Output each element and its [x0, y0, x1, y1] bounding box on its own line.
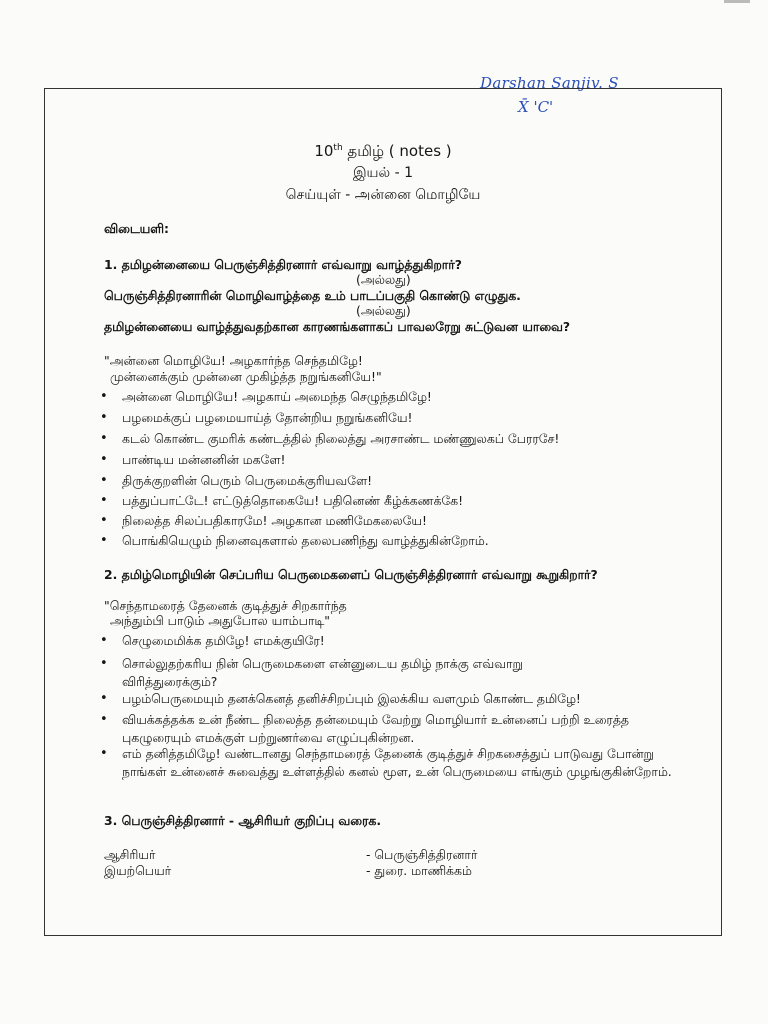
bullet-marker: •	[100, 410, 108, 425]
answer-label: விடையளி:	[104, 221, 169, 236]
scan-edge-mark	[724, 0, 750, 3]
bullet-text: அன்னை மொழியே! அழகாய் அமைந்த செழுந்தமிழே!	[122, 389, 432, 404]
bullet-text: செழுமைமிக்க தமிழே! எமக்குயிரே!	[122, 633, 325, 648]
q3-row-value: - பெருஞ்சித்திரனார்	[366, 847, 478, 862]
bullet-marker: •	[100, 431, 108, 446]
q2-quote-line-1: "செந்தாமரைத் தேனைக் குடித்துச் சிறகார்ந்த	[104, 598, 347, 613]
q1-heading: 1. தமிழன்னையை பெருஞ்சித்திரனார் எவ்வாறு வாழ்த்துகிறார்?	[104, 257, 462, 272]
bullet-text: பழம்பெருமையும் தனக்கெனத் தனிச்சிறப்பும் இலக்கிய வளமும் கொண்ட தமிழே!	[122, 691, 581, 706]
bullet-marker: •	[100, 712, 108, 727]
q1-quote-line-1: "அன்னை மொழியே! அழகார்ந்த செந்தமிழே!	[104, 353, 363, 368]
bullet-marker: •	[100, 633, 108, 648]
bullet-marker: •	[100, 533, 108, 548]
q1-heading-alt-1: பெருஞ்சித்திரனாரின் மொழிவாழ்த்தை உம் பாடப்பகுதி கொண்டு எழுதுக.	[104, 288, 521, 303]
title-superscript: th	[333, 143, 343, 153]
bullet-marker: •	[100, 473, 108, 488]
q2-heading: 2. தமிழ்மொழியின் செப்பரிய பெருமைகளைப் பெருஞ்சித்திரனார் எவ்வாறு கூறுகிறார்?	[104, 567, 598, 582]
bullet-text: பொங்கியெழும் நினைவுகளால் தலைபணிந்து வாழ்த்துகின்றோம்.	[122, 533, 489, 548]
q2-quote-line-2: அந்தும்பி பாடும் அதுபோல யாம்பாடி"	[110, 613, 330, 628]
chapter-heading: இயல் - 1	[352, 165, 414, 181]
page-title	[44, 142, 722, 162]
q1-quote-line-2: முன்னைக்கும் முன்னை முகிழ்த்த நறுங்கனியே!"	[110, 369, 382, 384]
q1-heading-alt-2: தமிழன்னையை வாழ்த்துவதற்கான காரணங்களாகப் பாவலரேறு சுட்டுவன யாவை?	[104, 319, 571, 334]
title-number: 10	[314, 142, 334, 160]
bullet-text: திருக்குறளின் பெரும் பெருமைக்குரியவளே!	[122, 473, 373, 488]
q3-row-label: ஆசிரியர்	[104, 847, 156, 862]
bullet-text: வியக்கத்தக்க உன் நீண்ட நிலைத்த தன்மையும் வேற்று மொழியார் உன்னைப் பற்றி உரைத்த புகழுரையும் எமக்குள் பற்றுணர்வை எழுப்புகின்றன.	[122, 712, 629, 745]
handwritten-name: Darshan Sanjiv. S	[480, 74, 619, 92]
bullet-marker: •	[100, 746, 108, 761]
bullet-marker: •	[100, 389, 108, 404]
bullet-marker: •	[100, 691, 108, 706]
q1-or-1: (அல்லது)	[356, 272, 411, 287]
bullet-text: பாண்டிய மன்னனின் மகளே!	[122, 452, 286, 467]
title-text: தமிழ் ( notes )	[342, 142, 452, 160]
bullet-marker: •	[100, 452, 108, 467]
q3-heading: 3. பெருஞ்சித்திரனார் - ஆசிரியர் குறிப்பு வரைக.	[104, 813, 382, 828]
lesson-heading: செய்யுள் - அன்னை மொழியே	[285, 187, 481, 203]
q1-or-2: (அல்லது)	[356, 303, 411, 318]
bullet-text: கடல் கொண்ட குமரிக் கண்டத்தில் நிலைத்து அரசாண்ட மண்ணுலகப் பேரரசே!	[122, 431, 560, 446]
q3-row-value: - துரை. மாணிக்கம்	[366, 863, 472, 878]
bullet-text: பழமைக்குப் பழமையாய்த் தோன்றிய நறுங்கனியே!	[122, 410, 413, 425]
handwritten-class: X̄ 'C'	[518, 98, 554, 116]
q3-row-label: இயற்பெயர்	[104, 863, 172, 878]
bullet-marker: •	[100, 656, 108, 671]
bullet-text: எம் தனித்தமிழே! வண்டானது செந்தாமரைத் தேனைக் குடித்துச் சிறகசைத்துப் பாடுவது போன்று நாங்கள் உன்னைச் சுவைத்து உள்ளத்தில் கனல் மூள, உன் பெருமையை எங்கும் முழங்குகின்றோம்.	[122, 746, 672, 779]
bullet-marker: •	[100, 513, 108, 528]
bullet-text: பத்துப்பாட்டே! எட்டுத்தொகையே! பதினெண் கீழ்க்கணக்கே!	[122, 493, 464, 508]
bullet-text: சொல்லுதற்கரிய நின் பெருமைகளை என்னுடைய தமிழ் நாக்கு எவ்வாறு விரித்துரைக்கும்?	[122, 656, 523, 689]
bullet-text: நிலைத்த சிலப்பதிகாரமே! அழகான மணிமேகலையே!	[122, 513, 427, 528]
bullet-marker: •	[100, 493, 108, 508]
